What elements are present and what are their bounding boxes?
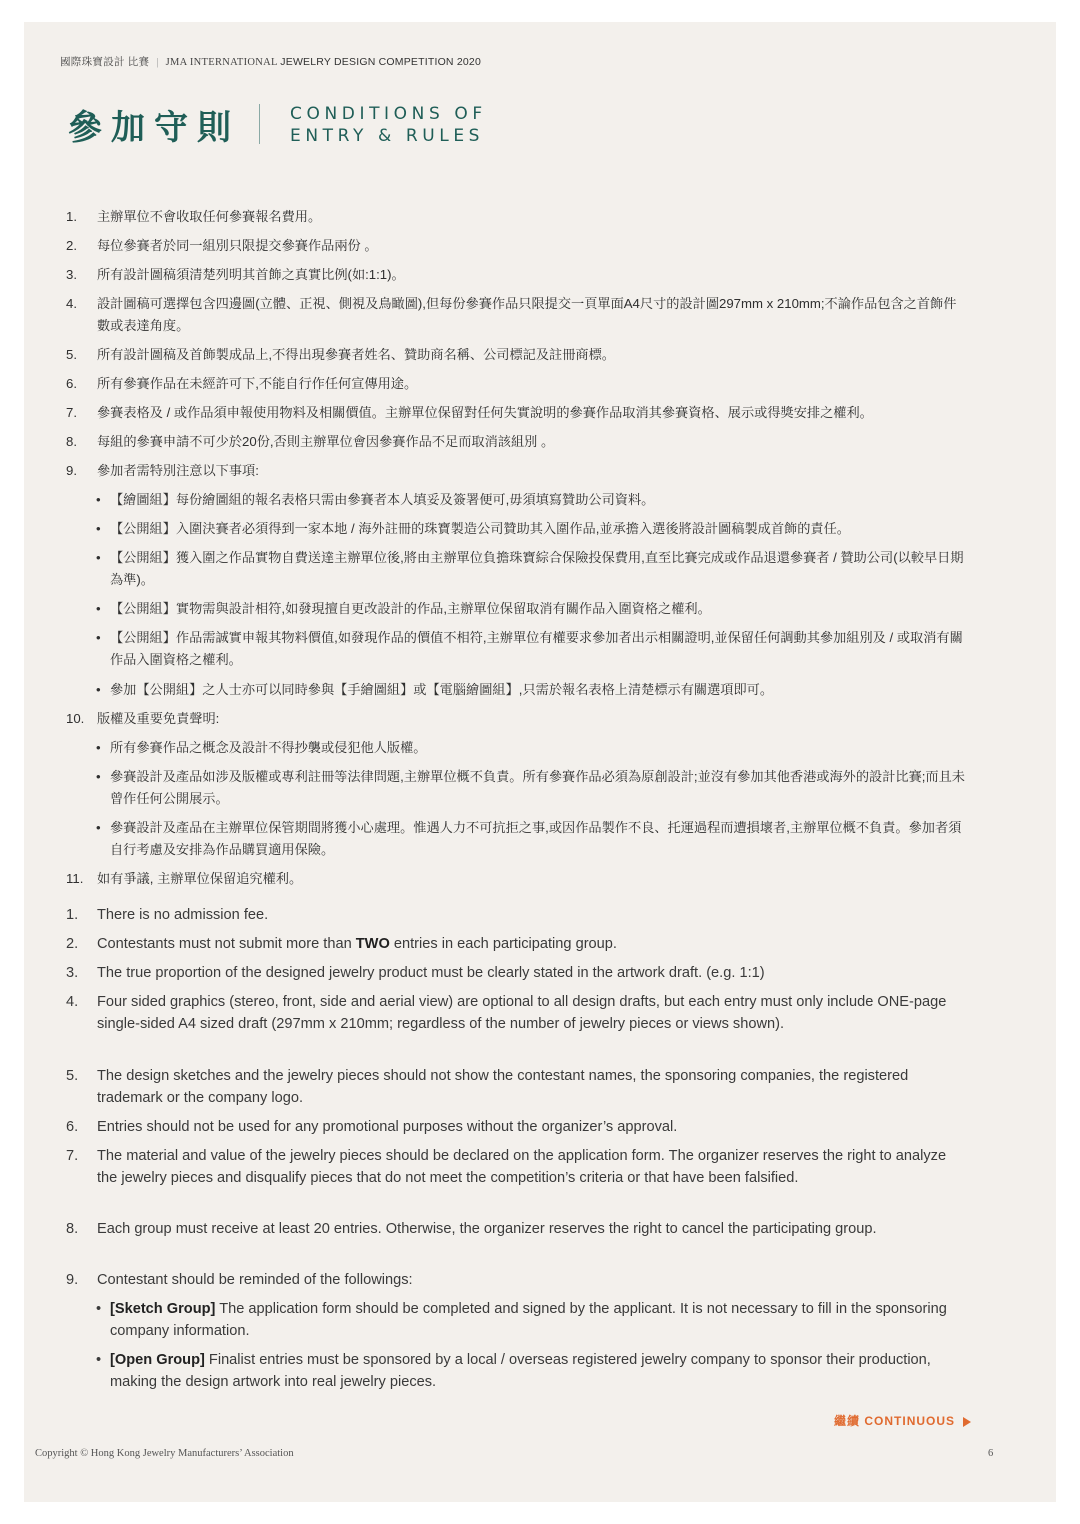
rule-text: 參加者需特別注意以下事項:: [97, 463, 259, 478]
sub-text: 參加【公開組】之人士亦可以同時參與【手繪圖組】或【電腦繪圖組】,只需於報名表格上清楚標示有關選項即可。: [110, 682, 774, 697]
rule-text: 所有設計圖稿須清楚列明其首飾之真實比例(如:1:1)。: [97, 267, 405, 282]
bullet: •: [96, 1352, 102, 1368]
rule-text: There is no admission fee.: [97, 907, 269, 923]
sub-text-body: Finalist entries must be sponsored by a local / overseas registered jewelry company to sponsor their production, making the design artwork into real jewelry pieces.: [110, 1352, 931, 1390]
rule-text: Entries should not be used for any promotional purposes without the organizer’s approval.: [97, 1119, 678, 1135]
sub-text: 【公開組】入圍決賽者必須得到一家本地 / 海外註冊的珠寶製造公司贊助其入圍作品,並承擔入選後將設計圖稿製成首飾的責任。: [110, 521, 850, 536]
rule-text: 如有爭議, 主辦單位保留追究權利。: [97, 871, 303, 886]
title-en-line1: CONDITIONS OF: [290, 104, 487, 124]
rule-number: 7.: [66, 405, 77, 420]
bullet: •: [96, 492, 101, 507]
rule-text-pre: Contestants must not submit more than: [97, 936, 356, 952]
rule-number: 5.: [66, 1068, 79, 1084]
rule-number: 3.: [66, 965, 79, 981]
rule-text-post: entries in each participating group.: [389, 936, 617, 952]
bullet: •: [96, 601, 101, 616]
sub-text: [110, 1298, 966, 1342]
sub-text: 【公開組】作品需誠實申報其物料價值,如發現作品的價值不相符,主辦單位有權要求參加者出示相關證明,並保留任何調動其參加組別及 / 或取消有關作品入圍資格之權利。: [110, 630, 963, 667]
continue-link[interactable]: [834, 1412, 971, 1429]
rule-text: 所有設計圖稿及首飾製成品上,不得出現參賽者姓名、贊助商名稱、公司標記及註冊商標。: [97, 347, 615, 362]
sub-text: 【繪圖組】每份繪圖組的報名表格只需由參賽者本人填妥及簽署便可,毋須填寫贊助公司資料。: [110, 492, 655, 507]
sub-text: 所有參賽作品之概念及設計不得抄襲或侵犯他人版權。: [110, 740, 427, 755]
rule-text: 每位參賽者於同一組別只限提交參賽作品兩份 。: [97, 238, 378, 253]
page-title-zh: 參加守則: [68, 108, 240, 148]
header-zh: 國際珠寶設計 比賽: [60, 57, 150, 68]
bullet: •: [96, 820, 101, 835]
rule-text: The true proportion of the designed jewelry product must be clearly stated in the artwork draft. (e.g. 1:1): [97, 965, 765, 981]
header-en-strong: JEWELRY DESIGN COMPETITION 2020: [280, 56, 481, 68]
rule-number: 3.: [66, 267, 77, 282]
bullet: •: [96, 630, 101, 645]
continue-en: CONTINUOUS: [864, 1414, 956, 1428]
sub-text: 【公開組】獲入圍之作品實物自費送達主辦單位後,將由主辦單位負擔珠寶綜合保險投保費用,直至比賽完成或作品退還參賽者 / 贊助公司(以較早日期為準)。: [110, 550, 964, 587]
rule-number: 9.: [66, 1272, 79, 1288]
rule-number: 6.: [66, 376, 77, 391]
rule-number: 8.: [66, 1221, 79, 1237]
rule-number: 8.: [66, 434, 77, 449]
rule-number: 1.: [66, 907, 79, 923]
rule-text-bold: TWO: [355, 936, 390, 952]
header-en-prefix: JMA INTERNATIONAL: [165, 57, 278, 68]
rule-number: 5.: [66, 347, 77, 362]
rule-text: 所有參賽作品在未經許可下,不能自行作任何宣傳用途。: [97, 376, 418, 391]
rule-number: 2.: [66, 238, 77, 253]
rule-text: 版權及重要免責聲明:: [97, 711, 220, 726]
bullet: •: [96, 769, 101, 784]
rule-text: 主辦單位不會收取任何參賽報名費用。: [97, 209, 322, 224]
rule-number: 7.: [66, 1148, 79, 1164]
rule-number: 1.: [66, 209, 77, 224]
page-number: 6: [988, 1448, 994, 1459]
rule-text: 每組的參賽申請不可少於20份,否則主辦單位會因參賽作品不足而取消該組別 。: [97, 434, 555, 449]
rule-text: The design sketches and the jewelry pieces should not show the contestant names, the sponsoring companies, the registered trademark or the company logo.: [97, 1068, 909, 1106]
header-separator: |: [156, 57, 159, 68]
sub-text-bold: [Sketch Group]: [110, 1301, 216, 1317]
rule-text: 設計圖稿可選擇包含四邊圖(立體、正視、側視及鳥瞰圖),但每份參賽作品只限提交一頁單面A4尺寸的設計圖297mm x 210mm;不論作品包含之首飾件數或表達角度。: [97, 296, 957, 333]
rule-text: Contestant should be reminded of the followings:: [97, 1272, 413, 1288]
rule-number: 2.: [66, 936, 79, 952]
rule-text: Four sided graphics (stereo, front, side and aerial view) are optional to all design drafts, but each entry must only include ONE-page single-sided A4 sized draft (297mm x 210mm; regardless of the number of jewelry pieces or views shown).: [97, 994, 947, 1032]
rule-text: [97, 933, 966, 955]
sub-text: 參賽設計及產品在主辦單位保管期間將獲小心處理。惟遇人力不可抗拒之事,或因作品製作不良、托運過程而遭損壞者,主辦單位概不負責。參加者須自行考慮及安排為作品購買適用保險。: [110, 820, 962, 857]
sub-text: [110, 1349, 966, 1393]
page-title-en: [290, 103, 487, 147]
rule-text: 參賽表格及 / 或作品須申報使用物料及相關價值。主辦單位保留對任何失實說明的參賽作品取消其參賽資格、展示或得獎安排之權利。: [97, 405, 873, 420]
rule-number: 11.: [66, 871, 84, 886]
running-header: [60, 54, 481, 69]
continue-zh: 繼續: [834, 1414, 861, 1428]
sub-text-bold: [Open Group]: [110, 1352, 205, 1368]
rule-number: 6.: [66, 1119, 79, 1135]
title-divider: [259, 104, 260, 144]
rule-text: Each group must receive at least 20 entries. Otherwise, the organizer reserves the right to cancel the participating group.: [97, 1221, 877, 1237]
sub-text: 【公開組】實物需與設計相符,如發現擅自更改設計的作品,主辦單位保留取消有關作品入圍資格之權利。: [110, 601, 711, 616]
rule-number: 10.: [66, 711, 85, 726]
bullet: •: [96, 1301, 102, 1317]
rule-number: 4.: [66, 296, 77, 311]
bullet: •: [96, 521, 101, 536]
bullet: •: [96, 682, 101, 697]
bullet: •: [96, 740, 101, 755]
bullet: •: [96, 550, 101, 565]
rule-number: 4.: [66, 994, 79, 1010]
sub-text: 參賽設計及產品如涉及版權或專利註冊等法律問題,主辦單位概不負責。所有參賽作品必須為原創設計;並沒有參加其他香港或海外的設計比賽;而且未曾作任何公開展示。: [110, 769, 965, 806]
rule-text: The material and value of the jewelry pieces should be declared on the application form. The organizer reserves the right to analyze the jewelry pieces and disqualify pieces that do not meet the competition’s criteria or that have been falsified.: [97, 1148, 947, 1186]
title-en-line2: ENTRY & RULES: [290, 126, 485, 146]
play-triangle-icon: [963, 1417, 971, 1427]
rule-number: 9.: [66, 463, 77, 478]
sub-text-body: The application form should be completed and signed by the applicant. It is not necessary to fill in the sponsoring company information.: [110, 1301, 947, 1339]
footer-copyright: Copyright © Hong Kong Jewelry Manufacturers’ Association: [35, 1448, 294, 1459]
